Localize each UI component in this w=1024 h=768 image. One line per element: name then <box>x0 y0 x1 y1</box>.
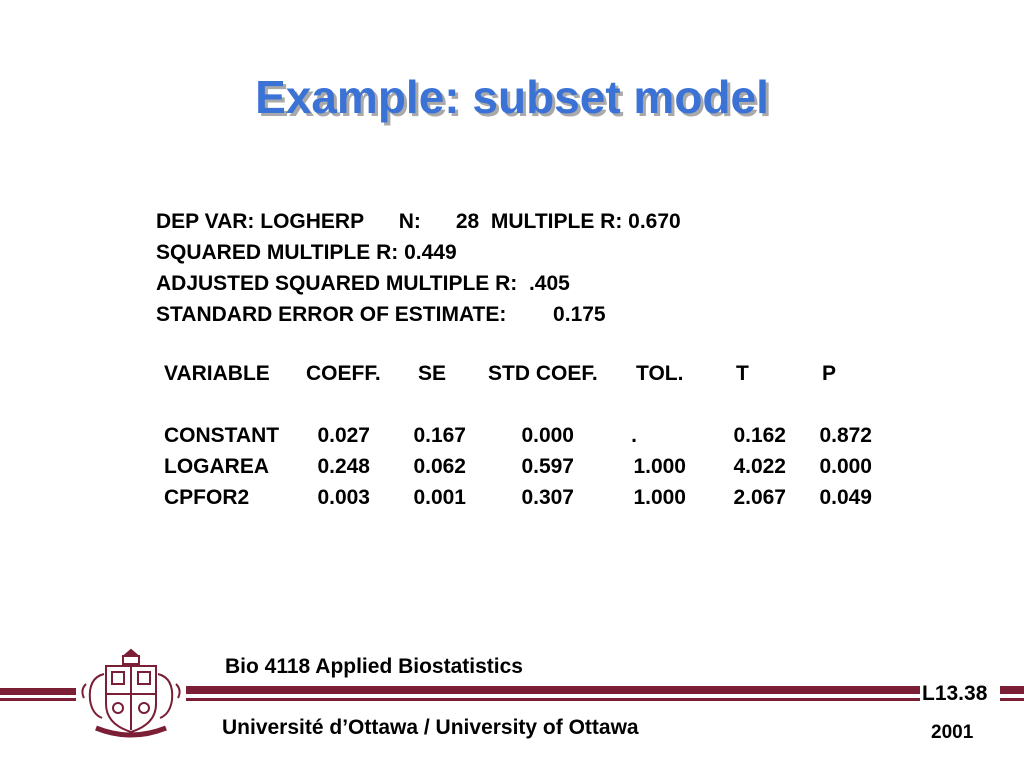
table-row <box>0 486 1024 514</box>
cell-se: 0.062 <box>413 455 466 478</box>
footer-divider-right <box>1000 686 1024 694</box>
cell-tol: 1.000 <box>633 486 686 509</box>
cell-tol: . <box>631 424 637 447</box>
footer-divider-left <box>0 688 76 695</box>
year: 2001 <box>931 722 974 743</box>
footer-divider-thin <box>186 698 920 701</box>
cell-variable: CONSTANT <box>164 424 280 447</box>
cell-variable: LOGAREA <box>164 455 269 478</box>
footer-divider <box>186 686 920 694</box>
header-p: P <box>822 362 837 385</box>
footer-divider-right-thin <box>1000 698 1024 701</box>
cell-p: 0.872 <box>819 424 872 447</box>
cell-se: 0.001 <box>413 486 466 509</box>
university-crest-logo <box>76 644 186 744</box>
cell-t: 4.022 <box>733 455 786 478</box>
table-header <box>0 362 1024 390</box>
cell-se: 0.167 <box>413 424 466 447</box>
cell-p: 0.049 <box>819 486 872 509</box>
course-name: Bio 4118 Applied Biostatistics <box>225 655 523 678</box>
header-std-coef: STD COEF. <box>488 362 598 385</box>
cell-std-coef: 0.000 <box>521 424 574 447</box>
university-name: Université d’Ottawa / University of Ottawa <box>222 716 639 739</box>
stats-line: DEP VAR: LOGHERP N: 28 MULTIPLE R: 0.670 <box>156 210 681 233</box>
header-variable: VARIABLE <box>164 362 270 385</box>
cell-coeff: 0.248 <box>317 455 370 478</box>
table-row <box>0 455 1024 483</box>
stats-line: STANDARD ERROR OF ESTIMATE: 0.175 <box>156 303 606 326</box>
cell-coeff: 0.003 <box>317 486 370 509</box>
footer-divider-left-thin <box>0 698 76 701</box>
table-row <box>0 424 1024 452</box>
header-se: SE <box>418 362 447 385</box>
header-coeff: COEFF. <box>306 362 381 385</box>
cell-t: 2.067 <box>733 486 786 509</box>
cell-variable: CPFOR2 <box>164 486 250 509</box>
cell-t: 0.162 <box>733 424 786 447</box>
header-tol: TOL. <box>636 362 684 385</box>
slide-title: Example: subset model <box>255 71 769 123</box>
slide-number: L13.38 <box>922 682 988 705</box>
header-t: T <box>736 362 749 385</box>
cell-coeff: 0.027 <box>317 424 370 447</box>
cell-p: 0.000 <box>819 455 872 478</box>
stats-line: ADJUSTED SQUARED MULTIPLE R: .405 <box>156 272 570 295</box>
cell-std-coef: 0.597 <box>521 455 574 478</box>
cell-tol: 1.000 <box>633 455 686 478</box>
stats-line: SQUARED MULTIPLE R: 0.449 <box>156 241 457 264</box>
cell-std-coef: 0.307 <box>521 486 574 509</box>
regression-summary <box>156 206 681 330</box>
